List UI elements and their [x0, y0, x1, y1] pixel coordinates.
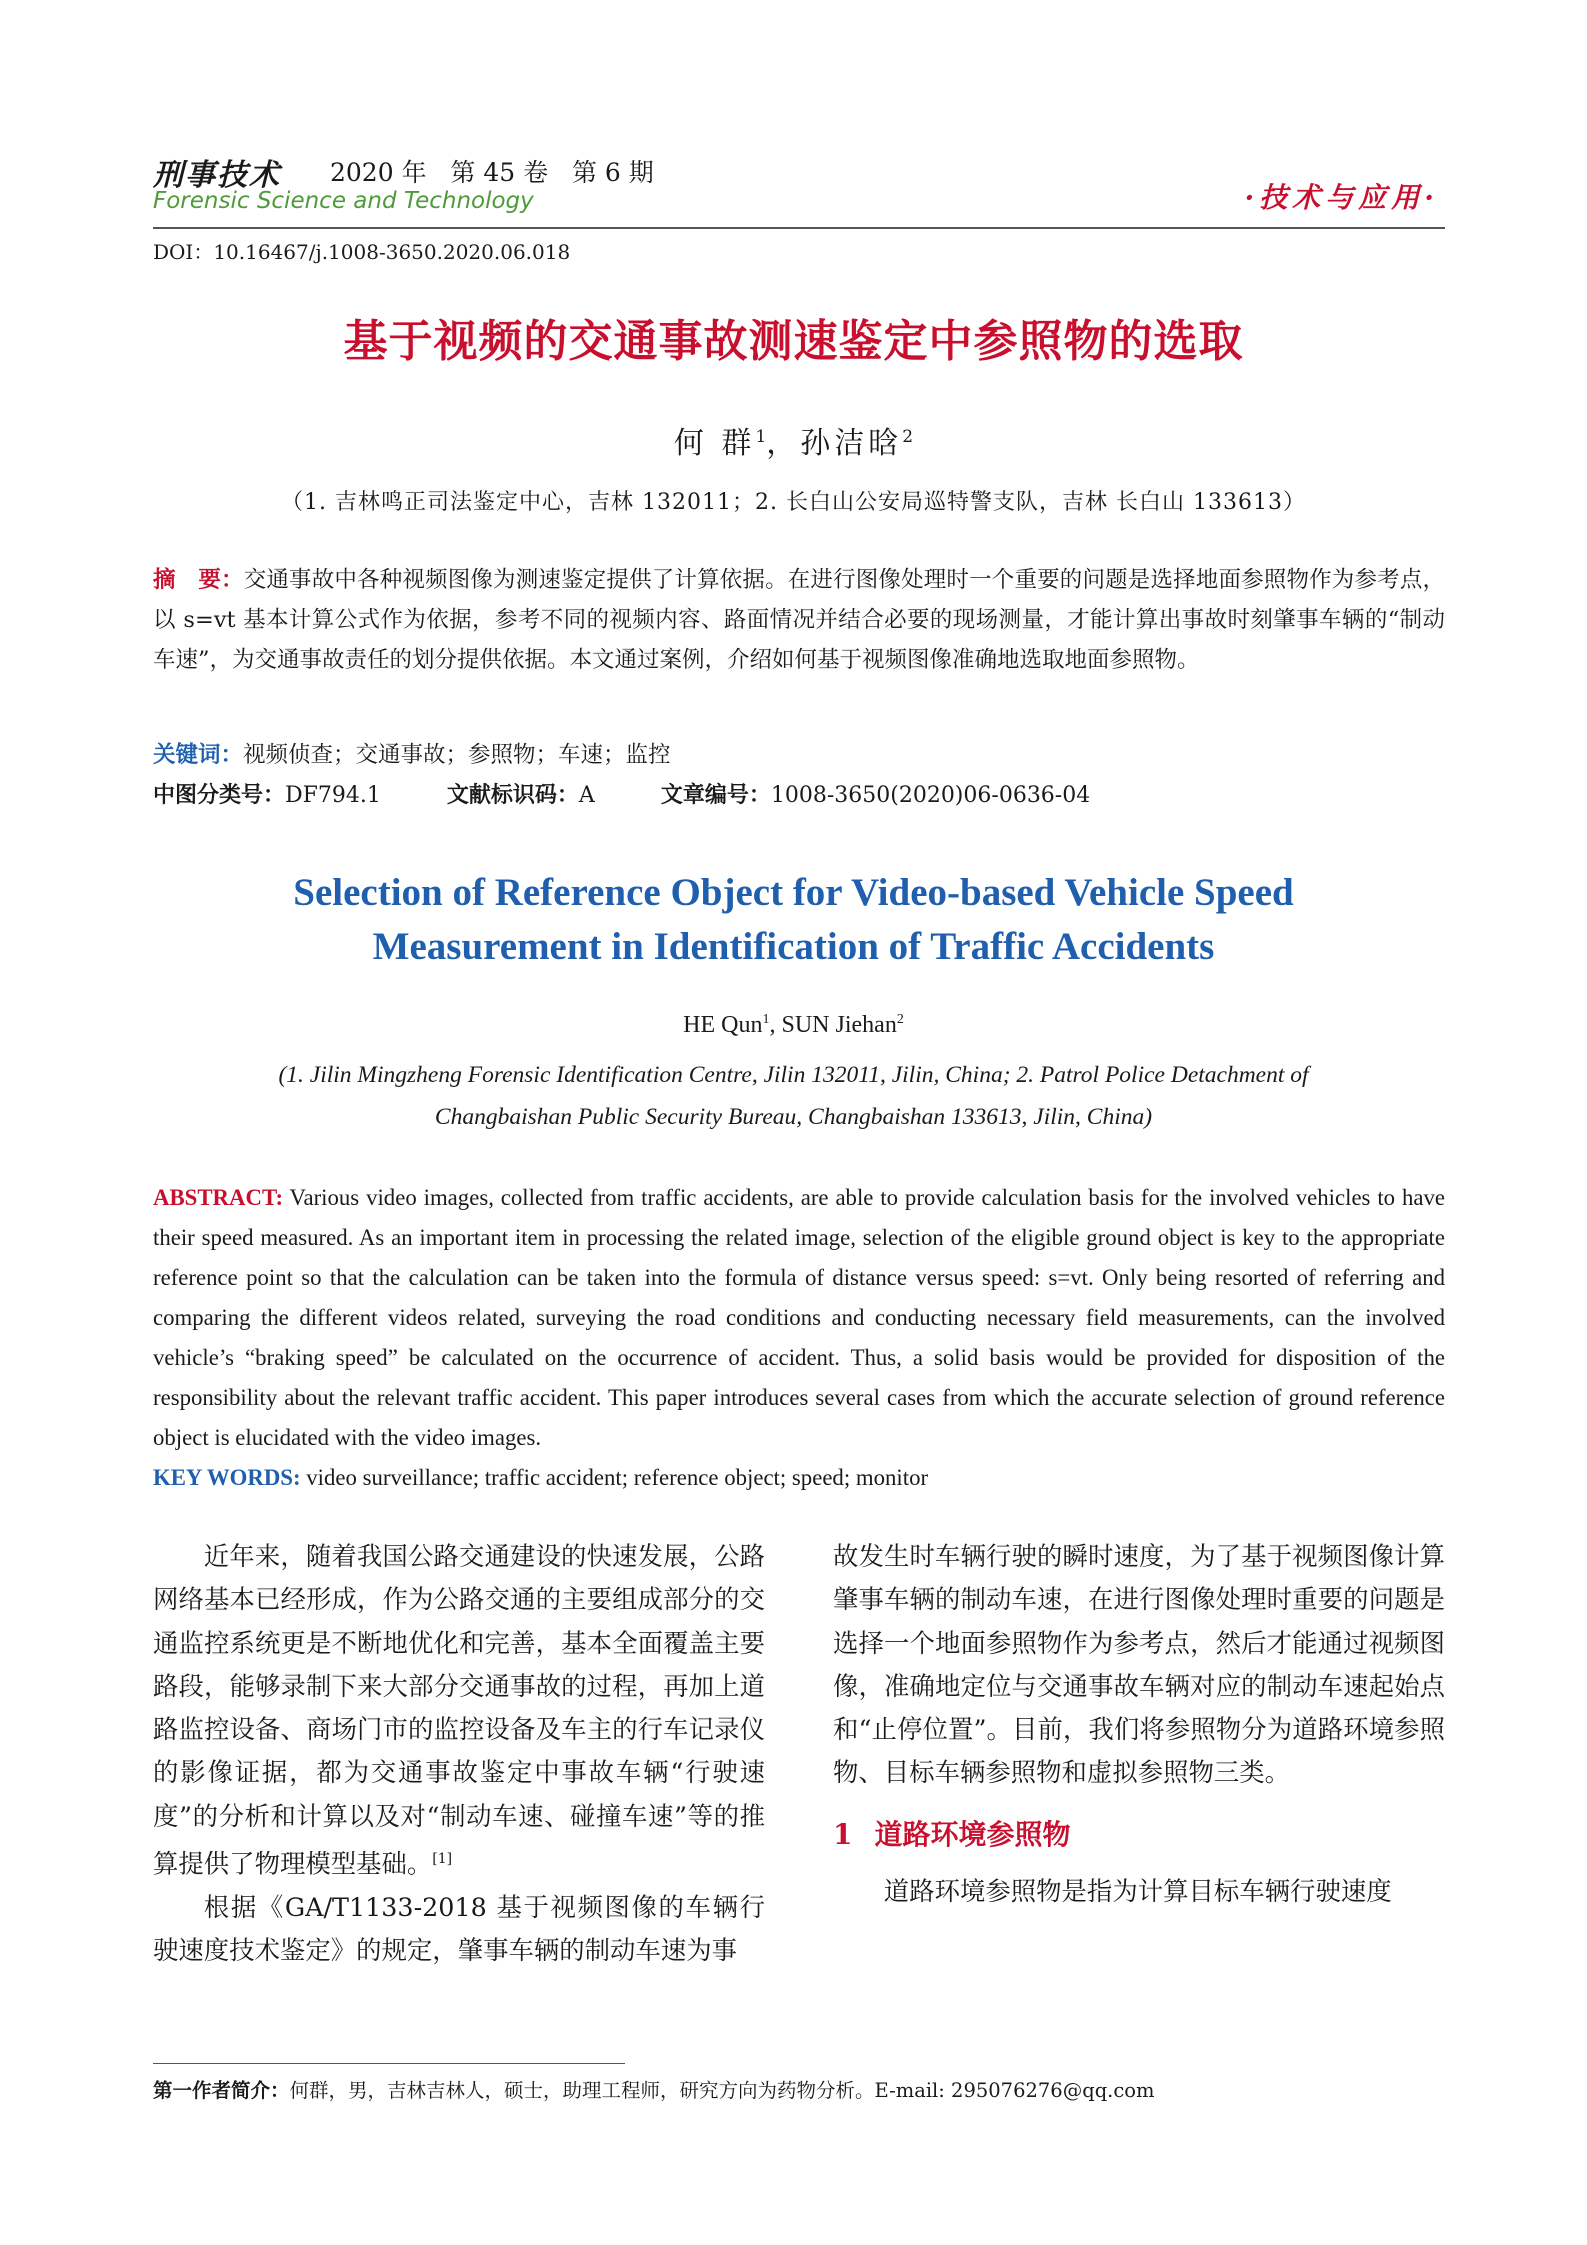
- body-column-right: [833, 1535, 1445, 1913]
- author-en-1: HE Qun: [683, 1012, 763, 1038]
- author-1-affil: 1: [755, 427, 767, 447]
- body-paragraph: 故发生时车辆行驶的瞬时速度，为了基于视频图像计算肇事车辆的制动车速，在进行图像处理时重要的问题是选择一个地面参照物作为参考点，然后才能通过视频图像，准确地定位与交通事故车辆对应的制动车速起始点和“止停位置”。目前，我们将参照物分为道路环境参照物、目标车辆参照物和虚拟参照物三类。: [833, 1541, 1445, 1788]
- author-en-2: SUN Jiehan: [781, 1012, 897, 1038]
- section-title: 道路环境参照物: [874, 1817, 1071, 1851]
- paragraph-text: 近年来，随着我国公路交通建设的快速发展，公路网络基本已经形成，作为公路交通的主要组成部分的交通监控系统更是不断地优化和完善，基本全面覆盖主要路段，能够录制下来大部分交通事故的过程，再加上道路监控设备、商场门市的监控设备及车主的行车记录仪的影像证据，都为交通事故鉴定中事故车辆“行驶速度”的分析和计算以及对“制动车速、碰撞车速”等的推算提供了物理模型基础。: [153, 1541, 765, 1879]
- footnote-label: 第一作者简介：: [153, 2079, 290, 2102]
- title-en-line-1: Selection of Reference Object for Video-based Vehicle Speed: [293, 871, 1294, 914]
- section-tag: ·技术与应用·: [1244, 181, 1439, 214]
- author-1: 何 群: [673, 426, 756, 461]
- body-column-left: [153, 1535, 765, 1972]
- abstract-cn: [153, 560, 1445, 680]
- keywords-en: [153, 1458, 1445, 1498]
- authors-cn: [0, 418, 1587, 462]
- section-number: 1: [833, 1817, 853, 1851]
- paper-title-en: [0, 866, 1587, 974]
- author-footnote: [153, 2075, 1155, 2103]
- abstract-en-text: Various video images, collected from traffic accidents, are able to provide calculation basis for the involved vehicles to have their speed measured. As an important item in processing the related image, selection of the eligible ground object is key to the appropriate reference point so that the calculation can be taken into the formula of distance versus speed: s=vt. Only being resorted of referring and comparing the different videos related, surveying the road conditions and conducting necessary field measurements, can the involved vehicle’s “braking speed” be calculated on the occurrence of accident. Thus, a solid basis would be provided for disposition of the responsibility about the relevant traffic accident. This paper introduces several cases from which the accurate selection of ground reference object is elucidated with the video images.: [153, 1185, 1445, 1450]
- keywords-cn: [153, 735, 1445, 775]
- abstract-en: [153, 1178, 1445, 1458]
- authors-en: [0, 1012, 1587, 1039]
- article-no-label: 文章编号：: [660, 783, 771, 808]
- affiliation-en-line-2: Changbaishan Public Security Bureau, Changbaishan 133613, Jilin, China): [434, 1104, 1153, 1130]
- doi: DOI：10.16467/j.1008-3650.2020.06.018: [153, 240, 571, 264]
- author-en-2-affil: 2: [896, 1012, 904, 1027]
- abstract-cn-text: 交通事故中各种视频图像为测速鉴定提供了计算依据。在进行图像处理时一个重要的问题是选择地面参照物作为参考点，以 s=vt 基本计算公式作为依据，参考不同的视频内容、路面情况并结合必要的现场测量，才能计算出事故时刻肇事车辆的“制动车速”，为交通事故责任的划分提供依据。本文通过案例，介绍如何基于视频图像准确地选取地面参照物。: [153, 567, 1445, 673]
- header-divider: [153, 227, 1445, 229]
- body-paragraph: [153, 1535, 765, 1886]
- footnote-text: 何群，男，吉林吉林人，硕士，助理工程师，研究方向为药物分析。E-mail: 295076276@qq.com: [289, 2079, 1155, 2102]
- article-no-value: 1008-3650(2020)06-0636-04: [770, 783, 1091, 808]
- keywords-cn-label: 关键词：: [153, 742, 244, 768]
- journal-issue: 2020 年 第 45 卷 第 6 期: [330, 158, 654, 187]
- clc-label: 中图分类号：: [153, 783, 286, 808]
- clc-value: DF794.1: [285, 783, 381, 808]
- author-2-affil: 2: [902, 427, 914, 447]
- citation-ref: [1]: [432, 1851, 453, 1868]
- abstract-cn-label: 摘 要：: [153, 567, 244, 593]
- keywords-en-label: KEY WORDS:: [153, 1465, 301, 1490]
- section-heading-1: [833, 1813, 1445, 1856]
- body-paragraph: 道路环境参照物是指为计算目标车辆行驶速度: [883, 1876, 1392, 1907]
- footnote-divider: [153, 2063, 625, 2064]
- doc-code-value: A: [578, 783, 595, 808]
- title-en-line-2: Measurement in Identification of Traffic Accidents: [372, 925, 1215, 968]
- author-separator: ，: [766, 426, 801, 461]
- affiliation-en: [0, 1054, 1587, 1138]
- author-en-1-affil: 1: [762, 1012, 770, 1027]
- doc-code-label: 文献标识码：: [446, 783, 579, 808]
- paper-title-cn: 基于视频的交通事故测速鉴定中参照物的选取: [343, 316, 1244, 367]
- affiliation-en-line-1: (1. Jilin Mingzheng Forensic Identification Centre, Jilin 132011, Jilin, China; 2. Patrol Police Detachment of: [278, 1062, 1309, 1088]
- keywords-en-text: video surveillance; traffic accident; reference object; speed; monitor: [306, 1465, 929, 1490]
- journal-title-cn: 刑事技术: [153, 158, 281, 193]
- classification-line: [153, 778, 1090, 809]
- author-2: 孙洁晗: [800, 426, 903, 461]
- journal-title-en: Forensic Science and Technology: [153, 188, 534, 214]
- body-paragraph: 根据《GA/T1133-2018 基于视频图像的车辆行驶速度技术鉴定》的规定，肇事车辆的制动车速为事: [153, 1891, 765, 1966]
- author-en-separator: ,: [769, 1012, 782, 1038]
- affiliation-cn: （1. 吉林鸣正司法鉴定中心，吉林 132011；2. 长白山公安局巡特警支队，吉林 长白山 133613）: [281, 490, 1306, 515]
- keywords-cn-text: 视频侦查；交通事故；参照物；车速；监控: [243, 742, 671, 768]
- abstract-en-label: ABSTRACT:: [153, 1185, 284, 1210]
